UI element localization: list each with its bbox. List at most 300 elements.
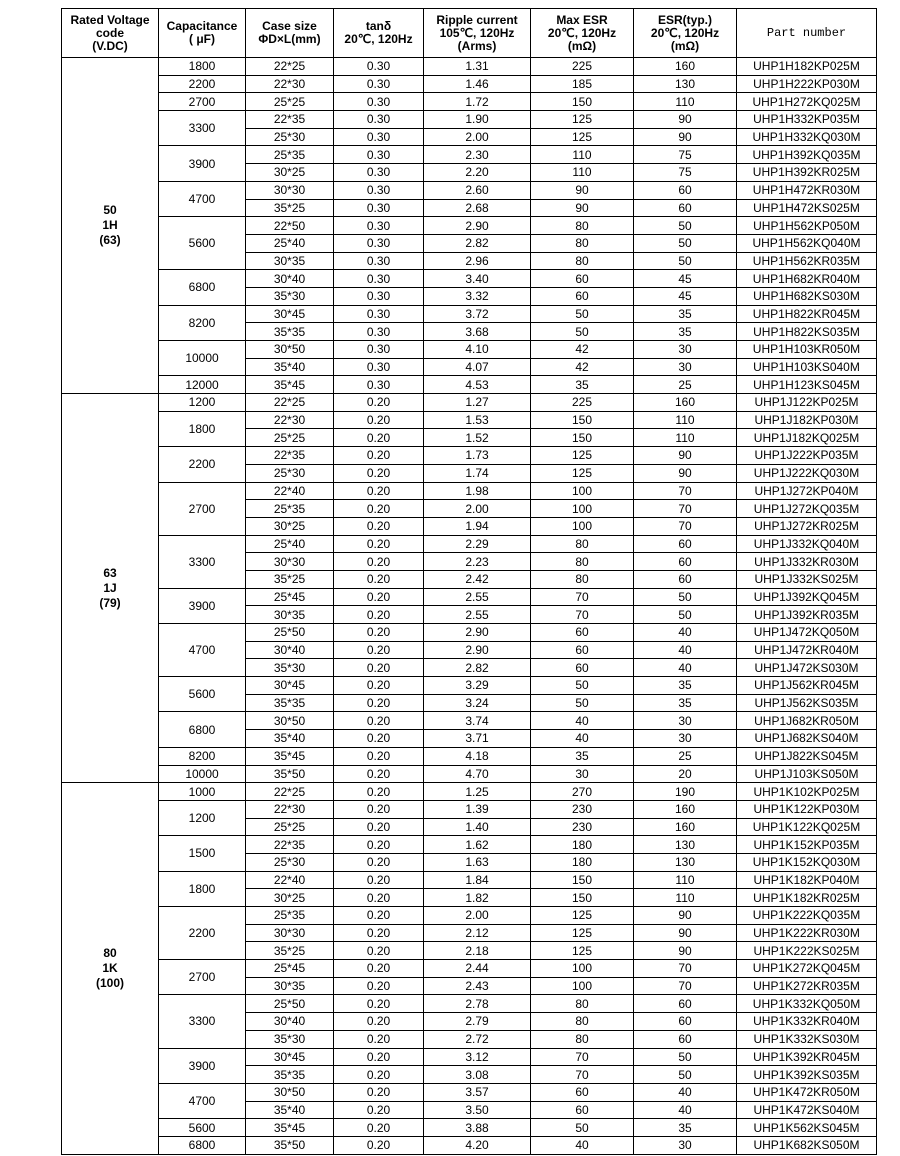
part-number-cell: UHP1J222KQ030M: [737, 464, 877, 482]
capacitance-cell: 5600: [159, 217, 246, 270]
part-number-cell: UHP1K102KP025M: [737, 783, 877, 801]
esr-typ-cell: 50: [634, 217, 737, 235]
ripple-current-cell: 3.08: [424, 1066, 531, 1084]
table-row: [62, 960, 877, 978]
table-row: [62, 907, 877, 925]
esr-typ-cell: 90: [634, 907, 737, 925]
case-size-cell: 22*25: [246, 783, 334, 801]
tan-delta-cell: 0.20: [334, 659, 424, 677]
tan-delta-cell: 0.20: [334, 394, 424, 412]
max-esr-cell: 30: [531, 765, 634, 783]
capacitance-cell: 2700: [159, 93, 246, 111]
tan-delta-cell: 0.20: [334, 818, 424, 836]
case-size-cell: 30*30: [246, 181, 334, 199]
ripple-current-cell: 3.88: [424, 1119, 531, 1137]
esr-typ-cell: 75: [634, 164, 737, 182]
part-number-cell: UHP1H392KQ035M: [737, 146, 877, 164]
part-number-cell: UHP1K332KQ050M: [737, 995, 877, 1013]
max-esr-cell: 80: [531, 570, 634, 588]
part-number-cell: UHP1H562KQ040M: [737, 234, 877, 252]
tan-delta-cell: 0.20: [334, 1136, 424, 1154]
header-line: tanδ: [365, 19, 392, 33]
capacitance-cell: 5600: [159, 677, 246, 712]
tan-delta-cell: 0.20: [334, 1030, 424, 1048]
tan-delta-cell: 0.20: [334, 464, 424, 482]
header-line: ESR(typ.): [658, 12, 712, 27]
case-size-cell: 30*50: [246, 1083, 334, 1101]
max-esr-cell: 180: [531, 836, 634, 854]
esr-typ-cell: 60: [634, 199, 737, 217]
esr-typ-cell: 30: [634, 341, 737, 359]
case-size-cell: 35*25: [246, 942, 334, 960]
ripple-current-cell: 3.24: [424, 694, 531, 712]
part-number-cell: UHP1J182KQ025M: [737, 429, 877, 447]
ripple-current-cell: 2.90: [424, 624, 531, 642]
capacitance-cell: 3900: [159, 146, 246, 181]
case-size-cell: 25*25: [246, 93, 334, 111]
esr-typ-cell: 70: [634, 960, 737, 978]
ripple-current-cell: 3.74: [424, 712, 531, 730]
table-row: [62, 305, 877, 323]
max-esr-cell: 270: [531, 783, 634, 801]
header-line: (mΩ): [670, 38, 700, 53]
case-size-cell: 30*40: [246, 270, 334, 288]
max-esr-cell: 100: [531, 517, 634, 535]
capacitance-cell: 3900: [159, 1048, 246, 1083]
esr-typ-cell: 35: [634, 323, 737, 341]
case-size-cell: 35*30: [246, 1030, 334, 1048]
esr-typ-cell: 130: [634, 853, 737, 871]
table-row: [62, 75, 877, 93]
esr-typ-cell: 160: [634, 58, 737, 76]
case-size-cell: 25*25: [246, 818, 334, 836]
table-row: [62, 836, 877, 854]
tan-delta-cell: 0.20: [334, 570, 424, 588]
esr-typ-cell: 70: [634, 977, 737, 995]
capacitance-cell: 4700: [159, 624, 246, 677]
case-size-cell: 22*50: [246, 217, 334, 235]
header-ripple-current: [424, 9, 531, 58]
ripple-current-cell: 4.20: [424, 1136, 531, 1154]
esr-typ-cell: 25: [634, 376, 737, 394]
part-number-cell: UHP1K392KS035M: [737, 1066, 877, 1084]
case-size-cell: 35*45: [246, 376, 334, 394]
esr-typ-cell: 50: [634, 252, 737, 270]
esr-typ-cell: 70: [634, 500, 737, 518]
capacitance-cell: 1200: [159, 800, 246, 835]
tan-delta-cell: 0.20: [334, 553, 424, 571]
ripple-current-cell: 3.72: [424, 305, 531, 323]
case-size-cell: 25*45: [246, 588, 334, 606]
case-size-cell: 30*50: [246, 712, 334, 730]
max-esr-cell: 90: [531, 181, 634, 199]
table-row: [62, 995, 877, 1013]
tan-delta-cell: 0.30: [334, 341, 424, 359]
header-capacitance: [159, 9, 246, 58]
tan-delta-cell: 0.20: [334, 500, 424, 518]
part-number-cell: UHP1H392KR025M: [737, 164, 877, 182]
max-esr-cell: 80: [531, 995, 634, 1013]
esr-typ-cell: 60: [634, 553, 737, 571]
max-esr-cell: 180: [531, 853, 634, 871]
case-size-cell: 22*25: [246, 58, 334, 76]
case-size-cell: 30*25: [246, 889, 334, 907]
ripple-current-cell: 2.55: [424, 588, 531, 606]
ripple-current-cell: 2.82: [424, 234, 531, 252]
tan-delta-cell: 0.30: [334, 234, 424, 252]
case-size-cell: 25*30: [246, 128, 334, 146]
max-esr-cell: 60: [531, 1101, 634, 1119]
part-number-cell: UHP1J472KS030M: [737, 659, 877, 677]
max-esr-cell: 150: [531, 93, 634, 111]
header-line: Capacitance: [166, 19, 238, 33]
part-number-cell: UHP1K272KQ045M: [737, 960, 877, 978]
esr-typ-cell: 70: [634, 517, 737, 535]
max-esr-cell: 125: [531, 924, 634, 942]
ripple-current-cell: 2.68: [424, 199, 531, 217]
max-esr-cell: 150: [531, 871, 634, 889]
max-esr-cell: 60: [531, 270, 634, 288]
tan-delta-cell: 0.30: [334, 93, 424, 111]
esr-typ-cell: 35: [634, 305, 737, 323]
esr-typ-cell: 40: [634, 1101, 737, 1119]
header-line: (Arms): [457, 38, 497, 53]
part-number-cell: UHP1J103KS050M: [737, 765, 877, 783]
rated-voltage-surge: (79): [99, 595, 121, 610]
tan-delta-cell: 0.20: [334, 836, 424, 854]
ripple-current-cell: 2.42: [424, 570, 531, 588]
max-esr-cell: 225: [531, 394, 634, 412]
capacitance-cell: 2700: [159, 482, 246, 535]
max-esr-cell: 50: [531, 1119, 634, 1137]
max-esr-cell: 70: [531, 1066, 634, 1084]
tan-delta-cell: 0.30: [334, 305, 424, 323]
max-esr-cell: 40: [531, 730, 634, 748]
part-number-cell: UHP1K332KS030M: [737, 1030, 877, 1048]
table-row: [62, 217, 877, 235]
ripple-current-cell: 2.23: [424, 553, 531, 571]
tan-delta-cell: 0.20: [334, 800, 424, 818]
table-row: [62, 535, 877, 553]
esr-typ-cell: 70: [634, 482, 737, 500]
part-number-cell: UHP1J122KP025M: [737, 394, 877, 412]
rated-voltage-cell: [62, 394, 159, 783]
case-size-cell: 25*40: [246, 535, 334, 553]
tan-delta-cell: 0.30: [334, 270, 424, 288]
tan-delta-cell: 0.20: [334, 1048, 424, 1066]
table-row: [62, 783, 877, 801]
esr-typ-cell: 90: [634, 942, 737, 960]
part-number-cell: UHP1H472KS025M: [737, 199, 877, 217]
table-row: [62, 588, 877, 606]
ripple-current-cell: 2.79: [424, 1013, 531, 1031]
tan-delta-cell: 0.20: [334, 411, 424, 429]
table-row: [62, 712, 877, 730]
rated-voltage-code: 1J: [103, 580, 117, 595]
esr-typ-cell: 35: [634, 677, 737, 695]
header-part-number: [737, 9, 877, 58]
table-row: [62, 146, 877, 164]
part-number-cell: UHP1K152KQ030M: [737, 853, 877, 871]
tan-delta-cell: 0.20: [334, 447, 424, 465]
max-esr-cell: 125: [531, 128, 634, 146]
part-number-cell: UHP1K682KS050M: [737, 1136, 877, 1154]
ripple-current-cell: 1.94: [424, 517, 531, 535]
case-size-cell: 35*50: [246, 1136, 334, 1154]
capacitance-cell: 6800: [159, 712, 246, 747]
tan-delta-cell: 0.20: [334, 1101, 424, 1119]
ripple-current-cell: 2.55: [424, 606, 531, 624]
esr-typ-cell: 50: [634, 588, 737, 606]
esr-typ-cell: 30: [634, 730, 737, 748]
case-size-cell: 30*45: [246, 305, 334, 323]
case-size-cell: 35*40: [246, 358, 334, 376]
ripple-current-cell: 1.27: [424, 394, 531, 412]
case-size-cell: 22*40: [246, 871, 334, 889]
esr-typ-cell: 160: [634, 818, 737, 836]
ripple-current-cell: 2.20: [424, 164, 531, 182]
table-header: [62, 9, 877, 58]
part-number-cell: UHP1H682KS030M: [737, 287, 877, 305]
ripple-current-cell: 2.00: [424, 500, 531, 518]
table-row: [62, 447, 877, 465]
max-esr-cell: 225: [531, 58, 634, 76]
part-number-cell: UHP1H562KR035M: [737, 252, 877, 270]
capacitance-cell: 1200: [159, 394, 246, 412]
case-size-cell: 22*35: [246, 111, 334, 129]
tan-delta-cell: 0.20: [334, 1013, 424, 1031]
max-esr-cell: 50: [531, 305, 634, 323]
max-esr-cell: 40: [531, 1136, 634, 1154]
tan-delta-cell: 0.20: [334, 1119, 424, 1137]
max-esr-cell: 80: [531, 535, 634, 553]
ripple-current-cell: 2.00: [424, 907, 531, 925]
capacitance-cell: 8200: [159, 305, 246, 340]
esr-typ-cell: 90: [634, 447, 737, 465]
tan-delta-cell: 0.20: [334, 1066, 424, 1084]
tan-delta-cell: 0.20: [334, 482, 424, 500]
tan-delta-cell: 0.20: [334, 853, 424, 871]
ripple-current-cell: 4.10: [424, 341, 531, 359]
capacitance-cell: 8200: [159, 747, 246, 765]
part-number-cell: UHP1K222KQ035M: [737, 907, 877, 925]
part-number-cell: UHP1H103KS040M: [737, 358, 877, 376]
tan-delta-cell: 0.20: [334, 712, 424, 730]
part-number-cell: UHP1H822KS035M: [737, 323, 877, 341]
tan-delta-cell: 0.30: [334, 323, 424, 341]
case-size-cell: 30*30: [246, 553, 334, 571]
max-esr-cell: 125: [531, 464, 634, 482]
case-size-cell: 22*25: [246, 394, 334, 412]
ripple-current-cell: 3.50: [424, 1101, 531, 1119]
case-size-cell: 30*35: [246, 606, 334, 624]
ripple-current-cell: 1.74: [424, 464, 531, 482]
max-esr-cell: 185: [531, 75, 634, 93]
ripple-current-cell: 2.90: [424, 217, 531, 235]
max-esr-cell: 40: [531, 712, 634, 730]
case-size-cell: 25*40: [246, 234, 334, 252]
part-number-cell: UHP1J332KQ040M: [737, 535, 877, 553]
max-esr-cell: 60: [531, 641, 634, 659]
esr-typ-cell: 35: [634, 1119, 737, 1137]
capacitance-cell: 5600: [159, 1119, 246, 1137]
rated-voltage-code: 1H: [102, 218, 118, 233]
tan-delta-cell: 0.20: [334, 907, 424, 925]
part-number-cell: UHP1K332KR040M: [737, 1013, 877, 1031]
case-size-cell: 30*45: [246, 1048, 334, 1066]
esr-typ-cell: 30: [634, 358, 737, 376]
esr-typ-cell: 110: [634, 871, 737, 889]
capacitance-cell: 2200: [159, 75, 246, 93]
case-size-cell: 35*25: [246, 199, 334, 217]
case-size-cell: 22*30: [246, 800, 334, 818]
ripple-current-cell: 3.32: [424, 287, 531, 305]
part-number-cell: UHP1H123KS045M: [737, 376, 877, 394]
ripple-current-cell: 1.25: [424, 783, 531, 801]
case-size-cell: 35*35: [246, 1066, 334, 1084]
esr-typ-cell: 60: [634, 995, 737, 1013]
header-line: Ripple current: [436, 12, 518, 27]
esr-typ-cell: 40: [634, 1083, 737, 1101]
max-esr-cell: 150: [531, 889, 634, 907]
max-esr-cell: 80: [531, 252, 634, 270]
case-size-cell: 35*40: [246, 730, 334, 748]
max-esr-cell: 125: [531, 907, 634, 925]
part-number-cell: UHP1J822KS045M: [737, 747, 877, 765]
capacitance-cell: 3300: [159, 995, 246, 1048]
case-size-cell: 30*35: [246, 977, 334, 995]
max-esr-cell: 110: [531, 146, 634, 164]
header-line: Part number: [766, 25, 847, 40]
ripple-current-cell: 1.40: [424, 818, 531, 836]
tan-delta-cell: 0.20: [334, 641, 424, 659]
ripple-current-cell: 1.73: [424, 447, 531, 465]
part-number-cell: UHP1K122KQ025M: [737, 818, 877, 836]
esr-typ-cell: 60: [634, 1030, 737, 1048]
ripple-current-cell: 1.46: [424, 75, 531, 93]
ripple-current-cell: 2.18: [424, 942, 531, 960]
max-esr-cell: 125: [531, 942, 634, 960]
max-esr-cell: 60: [531, 659, 634, 677]
case-size-cell: 22*30: [246, 75, 334, 93]
esr-typ-cell: 25: [634, 747, 737, 765]
part-number-cell: UHP1J272KP040M: [737, 482, 877, 500]
part-number-cell: UHP1K472KR050M: [737, 1083, 877, 1101]
part-number-cell: UHP1H103KR050M: [737, 341, 877, 359]
capacitance-cell: 4700: [159, 1083, 246, 1118]
ripple-current-cell: 2.96: [424, 252, 531, 270]
max-esr-cell: 150: [531, 411, 634, 429]
ripple-current-cell: 3.71: [424, 730, 531, 748]
tan-delta-cell: 0.20: [334, 783, 424, 801]
table-row: [62, 376, 877, 394]
part-number-cell: UHP1J472KQ050M: [737, 624, 877, 642]
header-tan-delta: [334, 9, 424, 58]
ripple-current-cell: 4.53: [424, 376, 531, 394]
esr-typ-cell: 90: [634, 464, 737, 482]
tan-delta-cell: 0.20: [334, 624, 424, 642]
tan-delta-cell: 0.20: [334, 535, 424, 553]
esr-typ-cell: 90: [634, 924, 737, 942]
header-line: ( μF): [189, 32, 215, 46]
ripple-current-cell: 3.57: [424, 1083, 531, 1101]
ripple-current-cell: 1.82: [424, 889, 531, 907]
case-size-cell: 25*50: [246, 995, 334, 1013]
capacitance-cell: 6800: [159, 270, 246, 305]
tan-delta-cell: 0.30: [334, 58, 424, 76]
max-esr-cell: 50: [531, 677, 634, 695]
case-size-cell: 25*30: [246, 853, 334, 871]
ripple-current-cell: 1.52: [424, 429, 531, 447]
ripple-current-cell: 2.29: [424, 535, 531, 553]
ripple-current-cell: 1.84: [424, 871, 531, 889]
max-esr-cell: 80: [531, 1030, 634, 1048]
esr-typ-cell: 60: [634, 1013, 737, 1031]
tan-delta-cell: 0.20: [334, 677, 424, 695]
esr-typ-cell: 90: [634, 111, 737, 129]
part-number-cell: UHP1H332KP035M: [737, 111, 877, 129]
part-number-cell: UHP1J562KR045M: [737, 677, 877, 695]
max-esr-cell: 125: [531, 447, 634, 465]
header-line: 20℃, 120Hz: [650, 25, 720, 40]
table-row: [62, 93, 877, 111]
ripple-current-cell: 1.62: [424, 836, 531, 854]
ripple-current-cell: 4.70: [424, 765, 531, 783]
capacitance-cell: 1000: [159, 783, 246, 801]
esr-typ-cell: 50: [634, 234, 737, 252]
case-size-cell: 22*35: [246, 447, 334, 465]
table-row: [62, 411, 877, 429]
part-number-cell: UHP1J222KP035M: [737, 447, 877, 465]
ripple-current-cell: 3.12: [424, 1048, 531, 1066]
header-line: 20℃, 120Hz: [547, 25, 617, 40]
case-size-cell: 30*35: [246, 252, 334, 270]
tan-delta-cell: 0.20: [334, 889, 424, 907]
table-row: [62, 58, 877, 76]
esr-typ-cell: 110: [634, 889, 737, 907]
capacitance-cell: 1800: [159, 871, 246, 906]
esr-typ-cell: 50: [634, 1048, 737, 1066]
tan-delta-cell: 0.20: [334, 942, 424, 960]
ripple-current-cell: 2.72: [424, 1030, 531, 1048]
header-line: Max ESR: [556, 12, 608, 27]
esr-typ-cell: 60: [634, 535, 737, 553]
tan-delta-cell: 0.20: [334, 871, 424, 889]
part-number-cell: UHP1J332KR030M: [737, 553, 877, 571]
part-number-cell: UHP1J682KR050M: [737, 712, 877, 730]
table-row: [62, 800, 877, 818]
part-number-cell: UHP1K222KR030M: [737, 924, 877, 942]
case-size-cell: 25*45: [246, 960, 334, 978]
case-size-cell: 35*45: [246, 1119, 334, 1137]
tan-delta-cell: 0.30: [334, 199, 424, 217]
rated-voltage-surge: (100): [95, 976, 124, 991]
table-row: [62, 1136, 877, 1154]
table-row: [62, 181, 877, 199]
case-size-cell: 30*40: [246, 641, 334, 659]
case-size-cell: 30*50: [246, 341, 334, 359]
capacitance-cell: 1800: [159, 58, 246, 76]
max-esr-cell: 42: [531, 341, 634, 359]
capacitance-cell: 3300: [159, 535, 246, 588]
tan-delta-cell: 0.20: [334, 1083, 424, 1101]
tan-delta-cell: 0.30: [334, 164, 424, 182]
part-number-cell: UHP1H222KP030M: [737, 75, 877, 93]
tan-delta-cell: 0.20: [334, 765, 424, 783]
part-number-cell: UHP1J272KQ035M: [737, 500, 877, 518]
tan-delta-cell: 0.20: [334, 924, 424, 942]
table-row: [62, 624, 877, 642]
